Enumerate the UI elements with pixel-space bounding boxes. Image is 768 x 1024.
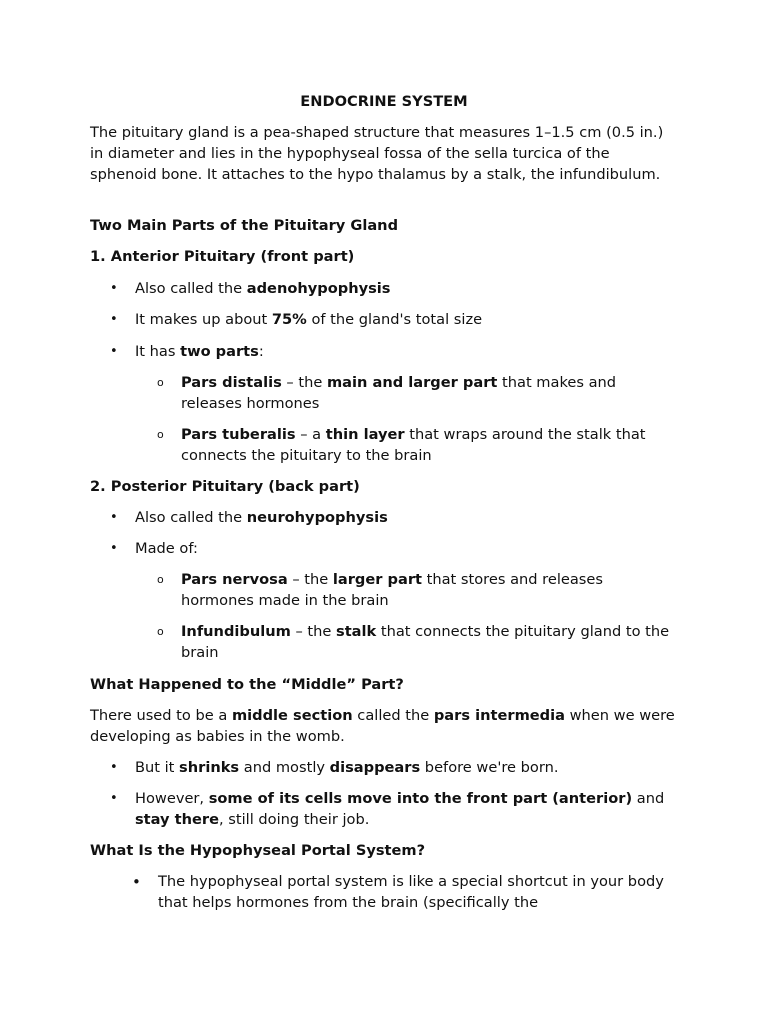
text-run: It makes up about bbox=[135, 311, 272, 328]
bold-run: some of its cells move into the front part (anterior) bbox=[208, 790, 633, 807]
bold-run: stalk bbox=[336, 623, 377, 640]
sub-item-pars-distalis bbox=[181, 373, 671, 415]
bullet-marker: • bbox=[110, 760, 118, 775]
heading-anterior: 1. Anterior Pituitary (front part) bbox=[90, 248, 355, 265]
text-run: of the gland's total size bbox=[306, 311, 483, 328]
bold-run: Pars tuberalis bbox=[181, 426, 296, 443]
intro-paragraph: The pituitary gland is a pea-shaped structure that measures 1–1.5 cm (0.5 in.) in diameter and lies in the hypophyseal fossa of the sella turcica of the sphenoid bone. It attaches to the hypo thalamus by a stalk, the infundibulum. bbox=[90, 124, 664, 183]
bullet-marker: • bbox=[132, 873, 141, 891]
bold-run: shrinks bbox=[179, 759, 240, 776]
bold-run: Pars nervosa bbox=[181, 571, 288, 588]
list-item-anterior-3 bbox=[135, 342, 680, 363]
bold-run: larger part bbox=[332, 571, 422, 588]
bold-run: two parts bbox=[180, 343, 259, 360]
bold-run: 75% bbox=[271, 311, 307, 328]
bold-run: Pars distalis bbox=[181, 374, 282, 391]
text-run: and bbox=[632, 790, 665, 807]
text-run: Also called the bbox=[135, 280, 247, 297]
list-item-middle-1 bbox=[135, 758, 680, 779]
bold-run: main and larger part bbox=[326, 374, 498, 391]
text-run: : bbox=[258, 343, 264, 360]
sub-bullet-marker: o bbox=[157, 625, 164, 638]
sub-bullet-marker: o bbox=[157, 376, 164, 389]
bullet-marker: • bbox=[110, 541, 118, 556]
bold-run: neurohypophysis bbox=[246, 509, 388, 526]
sub-item-infundibulum bbox=[181, 622, 671, 664]
bold-run: stay there bbox=[135, 810, 220, 828]
heading-posterior: 2. Posterior Pituitary (back part) bbox=[90, 478, 360, 495]
text-run: called the bbox=[352, 707, 434, 724]
list-item-portal-1: The hypophyseal portal system is like a special shortcut in your body that helps hormones from the brain (specifically the bbox=[158, 873, 664, 911]
text-run: , still doing their job. bbox=[219, 810, 370, 828]
sub-bullet-marker: o bbox=[157, 573, 164, 586]
text-run: before we're born. bbox=[420, 759, 559, 776]
sub-item-pars-nervosa bbox=[181, 570, 671, 612]
bullet-marker: • bbox=[110, 344, 118, 359]
text-run: that wraps around the stalk that connects the pituitary to the brain bbox=[181, 426, 646, 464]
bold-run: pars intermedia bbox=[433, 707, 565, 724]
sub-bullet-marker: o bbox=[157, 428, 164, 441]
text-run: when we were developing as babies in the womb. bbox=[90, 707, 675, 745]
page-title: ENDOCRINE SYSTEM bbox=[300, 93, 468, 110]
text-run: – a bbox=[295, 426, 326, 443]
heading-main-parts: Two Main Parts of the Pituitary Gland bbox=[90, 217, 399, 234]
text-run: and mostly bbox=[239, 759, 330, 776]
text-run: However, bbox=[135, 790, 209, 807]
bullet-marker: • bbox=[110, 312, 118, 327]
sub-item-pars-tuberalis bbox=[181, 425, 671, 467]
text-run: – the bbox=[281, 374, 327, 391]
bullet-marker: • bbox=[110, 281, 118, 296]
text-run: There used to be a bbox=[90, 707, 232, 724]
heading-middle-part: What Happened to the “Middle” Part? bbox=[90, 676, 404, 693]
bold-run: Infundibulum bbox=[181, 623, 291, 640]
text-run: Also called the bbox=[135, 509, 247, 526]
list-item-anterior-1 bbox=[135, 279, 680, 300]
bullet-marker: • bbox=[110, 510, 118, 525]
list-item-middle-2 bbox=[135, 789, 680, 831]
text-run: that stores and releases hormones made in the brain bbox=[181, 571, 603, 609]
text-run: But it bbox=[135, 759, 180, 776]
heading-portal-system: What Is the Hypophyseal Portal System? bbox=[90, 842, 426, 859]
text-run: that makes and releases hormones bbox=[181, 374, 617, 412]
text-run: – the bbox=[287, 571, 333, 588]
list-item-posterior-1 bbox=[135, 508, 680, 529]
text-run: – the bbox=[290, 623, 337, 640]
bullet-marker: • bbox=[110, 791, 118, 806]
bold-run: adenohypophysis bbox=[246, 280, 391, 297]
bold-run: thin layer bbox=[325, 426, 405, 443]
bold-run: middle section bbox=[231, 707, 353, 724]
bold-run: disappears bbox=[329, 759, 421, 776]
list-item-anterior-2 bbox=[135, 310, 680, 331]
middle-paragraph bbox=[90, 706, 680, 748]
text-run: that connects the pituitary gland to the brain bbox=[181, 623, 670, 661]
list-item-posterior-2: Made of: bbox=[135, 540, 198, 557]
text-run: It has bbox=[135, 343, 181, 360]
